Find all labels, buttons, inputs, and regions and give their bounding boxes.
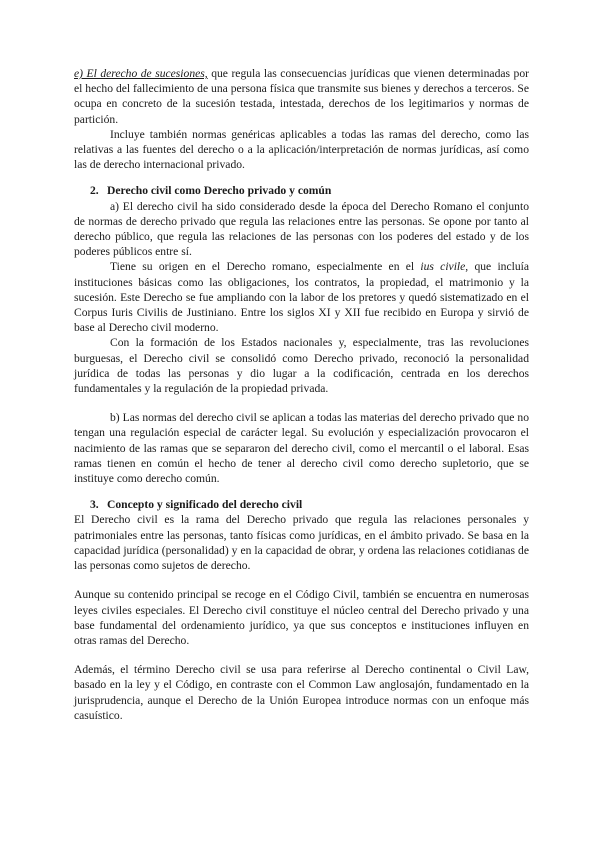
paragraph-normas-supletorio: b) Las normas del derecho civil se aplican a todas las materias del derecho privado que no tengan una regulación especial de carácter legal. Su evolución y especialización provocaron el nacimiento de las ramas que se separaron del derecho civil, como el mercantil o el laboral. Esas ramas tienen en común el hecho de tener al derecho civil como derecho supletorio, que se instituye como derecho común. — [74, 411, 529, 486]
origen-ius-civile: ius civile — [420, 260, 466, 274]
origen-text-before: Tiene su origen en el Derecho romano, especialmente en el — [110, 260, 421, 274]
section-number-2: 2. — [90, 184, 99, 198]
section-heading-2 — [90, 183, 529, 198]
paragraph-codigo-civil: Aunque su contenido principal se recoge en el Código Civil, también se encuentra en numerosas leyes civiles especiales. El Derecho civil constituye el núcleo central del Derecho privado y una base fundamental del ordenamiento jurídico, ya que sus conceptos e instituciones influyen en otras ramas del Derecho. — [74, 588, 529, 647]
paragraph-sucesiones — [74, 66, 529, 127]
origen-text-after: , que incluía instituciones básicas como las obligaciones, los contratos, la propiedad, el matrimonio y la sucesión. Este Derecho se fue ampliando con la labor de los pretores y quedó sistematizado en el Corpus Iuris Civilis de Justiniano. Entre los siglos XI y XII fue recibido en Europa y sirvió de base al Derecho civil moderno. — [74, 260, 530, 335]
section-title-2: Derecho civil como Derecho privado y común — [107, 184, 332, 198]
sucesiones-lead: e) El derecho de sucesiones, — [74, 67, 208, 80]
section-number-3: 3. — [90, 498, 99, 512]
document-page — [74, 66, 529, 723]
paragraph-estados-nacionales: Con la formación de los Estados nacionales y, especialmente, tras las revoluciones burguesas, el Derecho civil se consolidó como Derecho privado, reconoció la personalidad jurídica de todas las personas y dio lugar a la codificación, centrada en los derechos fundamentales y la regulación de la propiedad privada. — [74, 336, 529, 396]
paragraph-normas-genericas: Incluye también normas genéricas aplicables a todas las ramas del derecho, como las relativas a las fuentes del derecho o a la aplicación/interpretación de normas jurídicas, así como las de derecho internacional privado. — [74, 127, 529, 172]
section-title-3: Concepto y significado del derecho civil — [107, 498, 303, 512]
paragraph-civil-law: Además, el término Derecho civil se usa para referirse al Derecho continental o Civil Law, basado en la ley y el Código, en contraste con el Common Law anglosajón, fundamentado en la jurisprudencia, aunque el Derecho de la Unión Europea introduce normas con un enfoque más casuístico. — [74, 663, 529, 722]
paragraph-derecho-romano: a) El derecho civil ha sido considerado desde la época del Derecho Romano el conjunto de normas de derecho privado que regula las relaciones entre las personas. Se opone por tanto al derecho público, que regula las relaciones de las personas con los poderes del estado y de los poderes públicos entre sí. — [74, 199, 529, 259]
sucesiones-text: que regula las consecuencias jurídicas que vienen determinadas por el hecho del fallecimiento de una persona física que transmite sus bienes y derechos a terceros. Se ocupa en concreto de la sucesión testada, intestada, derechos de los legitimarios y normas de partición. — [74, 67, 529, 126]
paragraph-origen — [74, 259, 529, 335]
paragraph-concepto: El Derecho civil es la rama del Derecho privado que regula las relaciones personales y patrimoniales entre las personas, tanto físicas como jurídicas, en el ámbito privado. Se basa en la capacidad jurídica (personalidad) y en la capacidad de obrar, y ordena las relaciones cotidianas de las personas como sujetos de derecho. — [74, 513, 529, 573]
section-heading-3 — [90, 497, 529, 512]
